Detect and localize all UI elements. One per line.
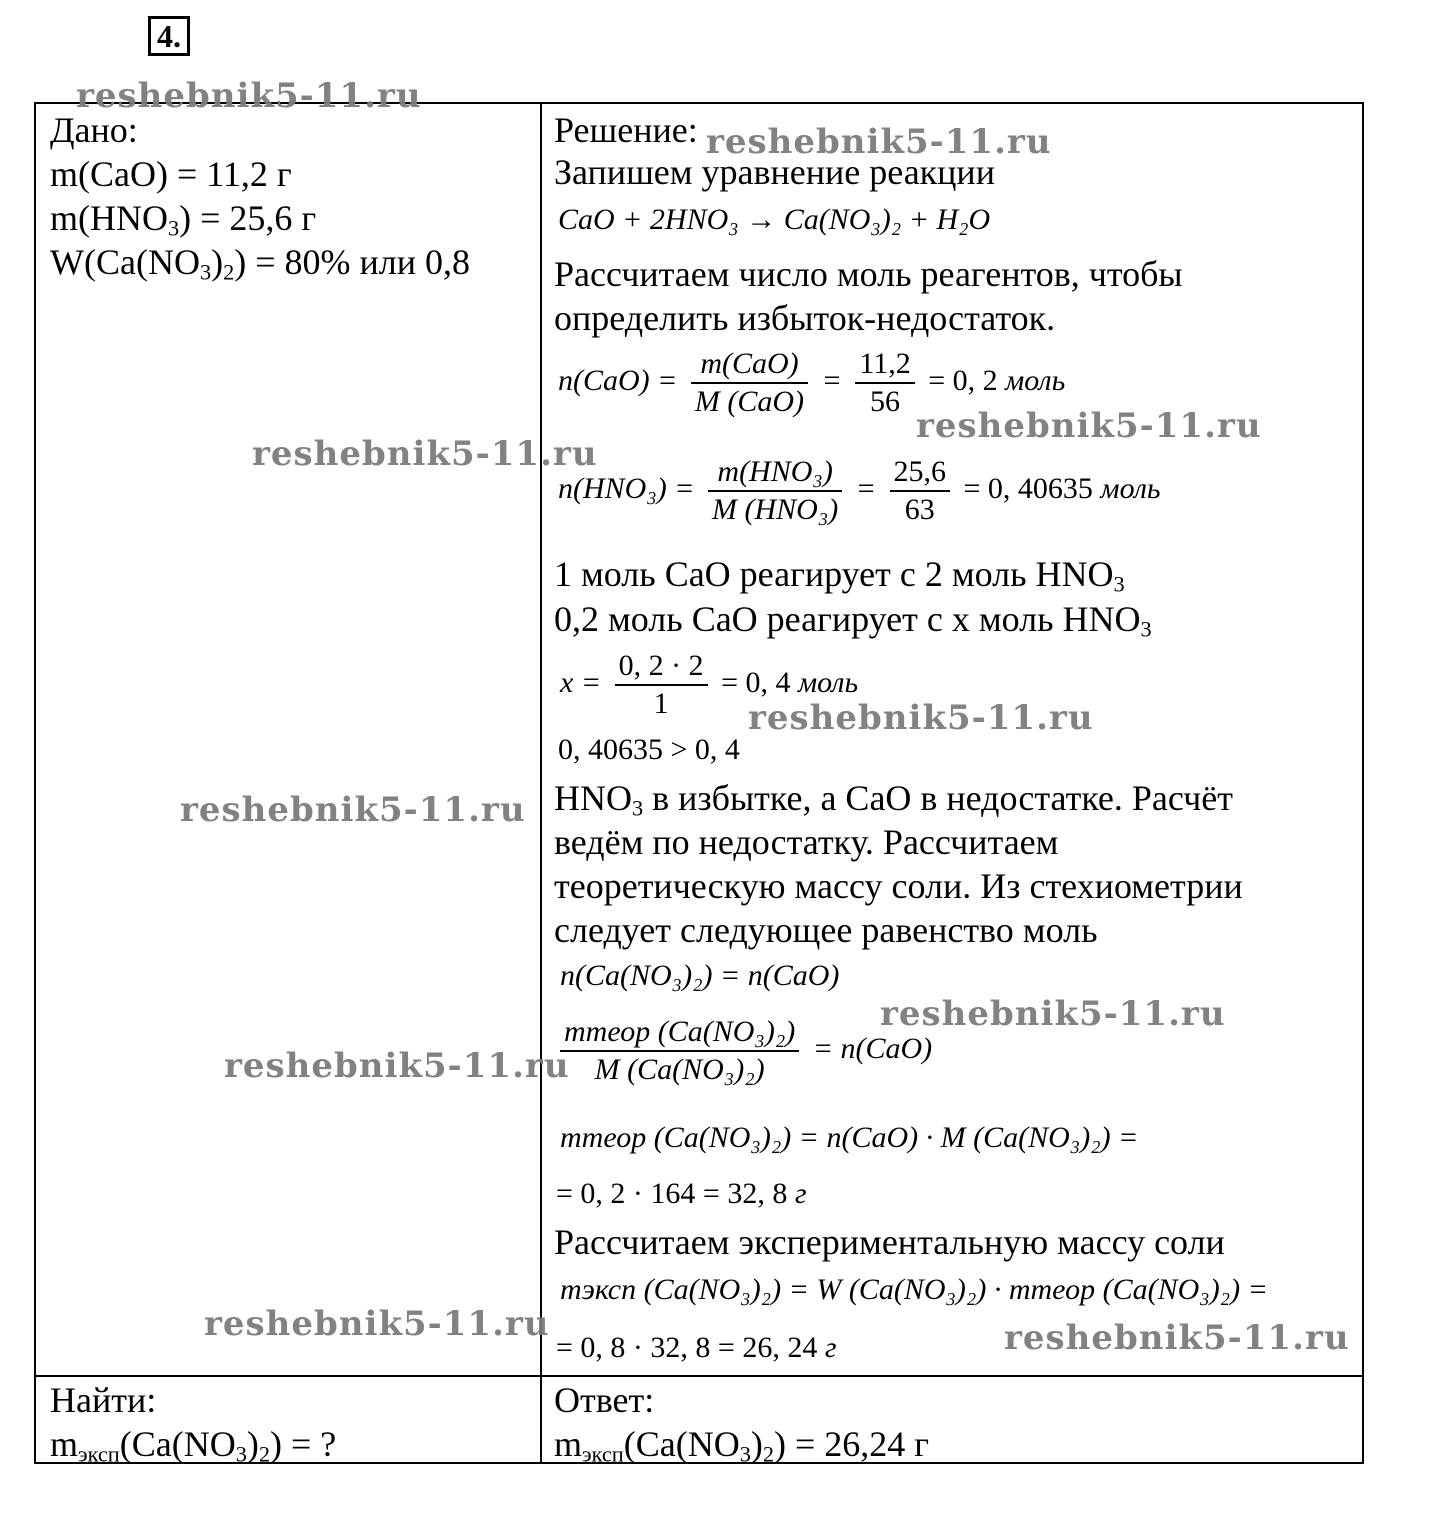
- equation-mole-equality: n(Ca(NO₃)₂) = n(CaO): [560, 959, 840, 992]
- equation-n-cao: n(CaO) = $\frac{\text{m(CaO)}}{\text{M (CaO)}}$ = $\frac{11,2}{56}$ = 0, 2 моль: [558, 347, 1066, 418]
- fraction-x: $\frac{0, 2 \cdot 2}{1}$: [615, 648, 708, 722]
- equation-mass-ratio: $\frac{\text{mтеор (Ca(NO₃)₂)}}{\text{M (Ca(NO₃)₂)}}$ = n(CaO): [560, 1014, 932, 1088]
- conclusion-line-4: следует следующее равенство моль: [554, 910, 1098, 950]
- conclusion-line-2: ведём по недостатку. Рассчитаем: [554, 822, 1059, 862]
- find-heading: Найти:: [50, 1380, 157, 1420]
- watermark: reshebnik5-11.ru: [180, 790, 526, 830]
- comparison: 0, 40635 > 0, 4: [558, 733, 740, 766]
- solution-paragraph-2b: определить избыток-недостаток.: [554, 298, 1056, 338]
- equation-mteor: mтеор (Ca(NO₃)₂) = n(CaO) · M (Ca(NO₃)₂) =: [560, 1121, 1139, 1154]
- solution-paragraph-2a: Рассчитаем число моль реагентов, чтобы: [554, 254, 1183, 294]
- watermark: reshebnik5-11.ru: [76, 76, 422, 116]
- watermark: reshebnik5-11.ru: [880, 994, 1226, 1034]
- equation-n-hno3: n(HNO₃) = $\frac{\text{m(HNO₃)}}{\text{M (HNO₃)}}$ = $\frac{25,6}{63}$ = 0, 40635 моль: [558, 455, 1161, 526]
- watermark: reshebnik5-11.ru: [224, 1046, 570, 1086]
- watermark: reshebnik5-11.ru: [748, 698, 1094, 738]
- solution-heading: Решение:: [554, 110, 698, 150]
- fraction-numeric-hno3: $\frac{25,6}{63}$: [890, 454, 951, 528]
- answer-heading: Ответ:: [554, 1380, 655, 1420]
- equation-x: x = $\frac{0, 2 \cdot 2}{1}$ = 0, 4 моль: [560, 649, 859, 720]
- watermark: reshebnik5-11.ru: [916, 406, 1262, 446]
- watermark: reshebnik5-11.ru: [204, 1304, 550, 1344]
- watermark: reshebnik5-11.ru: [1004, 1318, 1350, 1358]
- solution-paragraph-6: Рассчитаем экспериментальную массу соли: [554, 1222, 1225, 1262]
- watermark: reshebnik5-11.ru: [706, 122, 1052, 162]
- find-target: $m_{эксп}(Ca(NO_3)_2)$ = ?: [50, 1424, 337, 1467]
- conclusion-line-1: $HNO_3$ в избытке, а CaO в недостатке. Расчёт: [554, 778, 1233, 821]
- solution-intro: Запишем уравнение реакции: [554, 152, 995, 192]
- fraction-mteor-over-m: $\frac{\text{mтеор (Ca(NO₃)₂)}}{\text{M (Ca(NO₃)₂)}}$: [560, 1014, 799, 1088]
- stoichiometry-line-1: 1 моль CaO реагирует с 2 моль $HNO_3$: [554, 554, 1125, 597]
- column-divider: [540, 104, 542, 1462]
- stoichiometry-line-2: 0,2 моль CaO реагирует с x моль $HNO_3$: [554, 599, 1152, 642]
- given-heading: Дано:: [50, 110, 138, 150]
- equation-mexp-value: = 0, 8 · 32, 8 = 26, 24 г: [556, 1331, 837, 1364]
- conclusion-line-3: теоретическую массу соли. Из стехиометрии: [554, 866, 1243, 906]
- equation-mteor-value: = 0, 2 · 164 = 32, 8 г: [556, 1177, 807, 1210]
- equation-mexp: mэксп (Ca(NO₃)₂) = W (Ca(NO₃)₂) · mтеор (Ca(NO₃)₂) =: [560, 1273, 1268, 1306]
- watermark: reshebnik5-11.ru: [252, 434, 598, 474]
- answer-value: $m_{эксп}(Ca(NO_3)_2) = 26,24$ г: [554, 1424, 930, 1467]
- fraction-m-over-m-hno3: $\frac{\text{m(HNO₃)}}{\text{M (HNO₃)}}$: [708, 454, 842, 528]
- fraction-m-over-m-cao: $\frac{\text{m(CaO)}}{\text{M (CaO)}}$: [691, 346, 808, 420]
- given-mass-cao: m(CaO) = 11,2 г: [50, 154, 292, 194]
- problem-number: 4.: [148, 16, 190, 56]
- row-divider: [36, 1375, 1362, 1377]
- reaction-equation: CaO + 2HNO₃ → Ca(NO₃)₂ + H₂O: [558, 203, 991, 236]
- fraction-numeric-cao: $\frac{11,2}{56}$: [855, 346, 914, 420]
- given-yield: $W(Ca(NO_3)_2) = 80\%$ или 0,8: [50, 242, 471, 285]
- given-mass-hno3: $m(HNO_3) = 25,6$ г: [50, 198, 317, 241]
